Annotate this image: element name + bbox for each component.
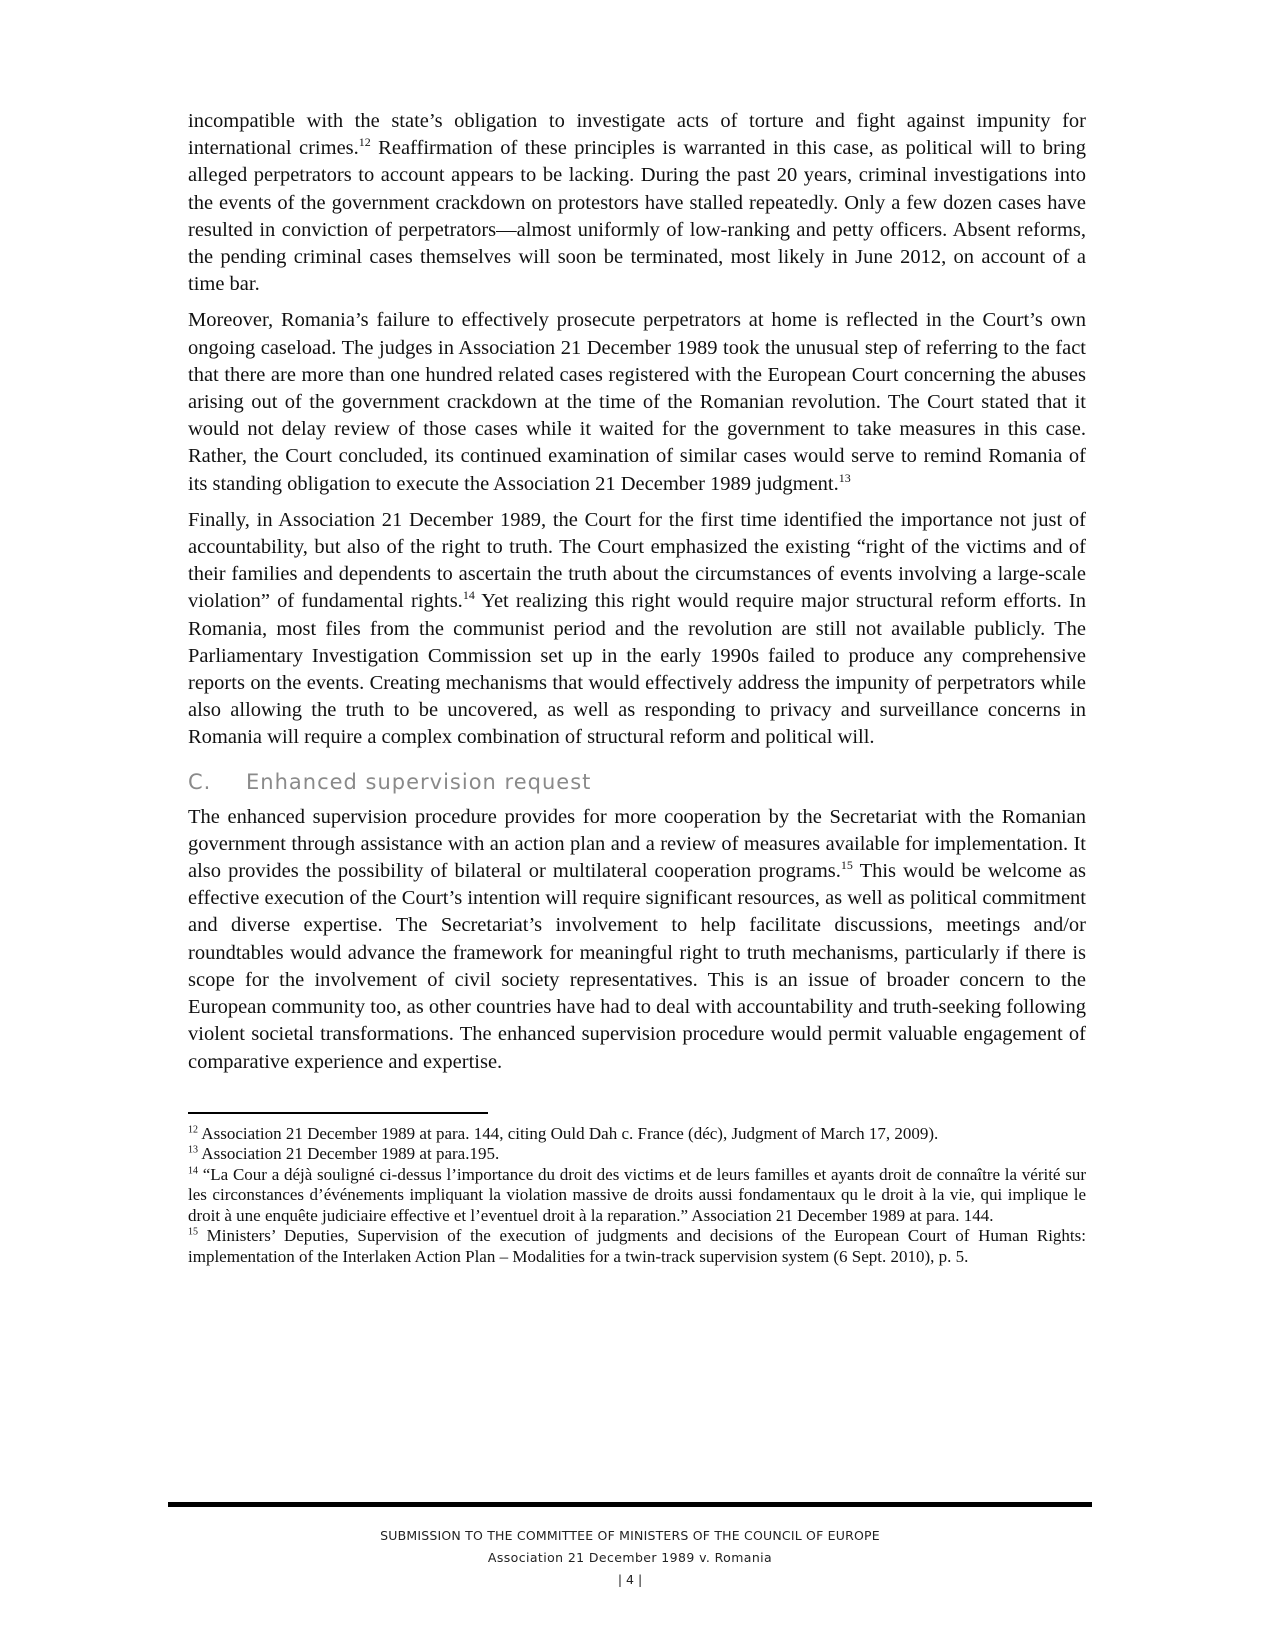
paragraph-text: Yet realizing this right would require major structural reform efforts. In Romania, most files from the communist period and the revolution are still not available publicly. The Parliamentary Investigation Commission set up in the early 1990s failed to produce any comprehensive reports on the events. Creating mechanisms that would effectively address the impunity of perpetrators while also allowing the truth to be uncovered, as well as responding to privacy and surveillance concerns in Romania will require a complex combination of structural reform and political will. xyxy=(188,590,1086,749)
footnote-number: 13 xyxy=(188,1144,198,1156)
footnote-number: 12 xyxy=(188,1124,198,1136)
paragraph-text: Reaffirmation of these principles is warranted in this case, as political will to bring alleged perpetrators to account appears to be lacking. During the past 20 years, criminal investigations into the events of the government crackdown on protestors have stalled repeatedly. Only a few dozen cases have resulted in conviction of perpetrators—almost uniformly of low-ranking and petty officers. Absent reforms, the pending criminal cases themselves will soon be terminated, most likely in June 2012, on account of a time bar. xyxy=(188,137,1086,296)
footnote xyxy=(188,1165,1086,1227)
paragraph xyxy=(188,307,1086,497)
footer-case-name: Association 21 December 1989 v. Romania xyxy=(487,1550,773,1565)
body-paragraphs xyxy=(188,108,1086,752)
footnote-text: Ministers’ Deputies, Supervision of the execution of judgments and decisions of the European Court of Human Rights: implementation of the Interlaken Action Plan – Modalities for a twin-track supervision system (6 Sept. 2010), p. 5. xyxy=(188,1226,1086,1266)
footer-divider xyxy=(168,1502,1092,1507)
footnote xyxy=(188,1144,1086,1165)
footnote-reference[interactable]: 12 xyxy=(358,135,371,150)
footer-submission-title: SUBMISSION TO THE COMMITTEE OF MINISTERS OF THE COUNCIL OF EUROPE xyxy=(380,1528,880,1543)
document-page xyxy=(188,108,1086,1267)
footnote-text: “La Cour a déjà souligné ci-dessus l’importance du droit des victims et de leurs familles et ayants droit de connaître la vérité sur les circonstances d’événements impliquant la violation massive de droits aussi fondamentaux qu le droit à la vie, qui implique le droit à une enquête judiciaire effective et l’eventuel droit à la reparation.” Association 21 December 1989 at para. 144. xyxy=(188,1164,1086,1225)
footnote xyxy=(188,1124,1086,1145)
footnotes xyxy=(188,1124,1086,1268)
section-title: Enhanced supervision request xyxy=(246,769,592,794)
footnote-reference[interactable]: 13 xyxy=(838,470,851,485)
paragraph xyxy=(188,108,1086,298)
footnote-separator xyxy=(188,1112,488,1114)
footnote-reference[interactable]: 14 xyxy=(462,588,475,603)
paragraph-text: Moreover, Romania’s failure to effectively prosecute perpetrators at home is reflected in the Court’s own ongoing caseload. The judges in Association 21 December 1989 took the unusual step of referring to the fact that there are more than one hundred related cases registered with the European Court concerning the abuses arising out of the government crackdown at the time of the Romanian revolution. The Court stated that it would not delay review of those cases while it waited for the government to take measures in this case. Rather, the Court concluded, its continued examination of similar cases would serve to remind Romania of its standing obligation to execute the Association 21 December 1989 judgment. xyxy=(188,309,1086,495)
page-footer xyxy=(168,1525,1092,1591)
section-paragraphs xyxy=(188,804,1086,1076)
paragraph xyxy=(188,507,1086,752)
section-letter: C. xyxy=(188,769,212,794)
footnote xyxy=(188,1226,1086,1267)
footnote-text: Association 21 December 1989 at para.195. xyxy=(198,1144,500,1164)
paragraph xyxy=(188,804,1086,1076)
paragraph-text: incompatible with the state’s obligation to investigate acts of torture and fight against impunity for international crimes. xyxy=(188,110,1086,160)
paragraph-text: Finally, in Association 21 December 1989, the Court for the first time identified the importance not just of accountability, but also of the right to truth. The Court emphasized the existing “right of the victims and of their families and dependents to ascertain the truth about the circumstances of events involving a large-scale violation” of fundamental rights. xyxy=(188,508,1086,613)
paragraph-text: This would be welcome as effective execution of the Court’s intention will require significant resources, as well as political commitment and diverse expertise. The Secretariat’s involvement to help facilitate discussions, meetings and/or roundtables would advance the framework for meaningful right to truth mechanisms, particularly if there is scope for the involvement of civil society representatives. This is an issue of broader concern to the European community too, as other countries have had to deal with accountability and truth-seeking following violent societal transformations. The enhanced supervision procedure would permit valuable engagement of comparative experience and expertise. xyxy=(188,860,1087,1073)
page-number: | 4 | xyxy=(617,1572,643,1587)
footnote-reference[interactable]: 15 xyxy=(840,858,853,873)
footnote-number: 14 xyxy=(188,1165,198,1177)
footnote-text: Association 21 December 1989 at para. 144, citing Ould Dah c. France (déc), Judgment of March 17, 2009). xyxy=(198,1123,939,1143)
paragraph-text: The enhanced supervision procedure provides for more cooperation by the Secretariat with the Romanian government through assistance with an action plan and a review of measures available for implementation. It also provides the possibility of bilateral or multilateral cooperation programs. xyxy=(188,805,1086,883)
section-heading xyxy=(188,770,1086,794)
footnote-number: 15 xyxy=(188,1226,198,1238)
